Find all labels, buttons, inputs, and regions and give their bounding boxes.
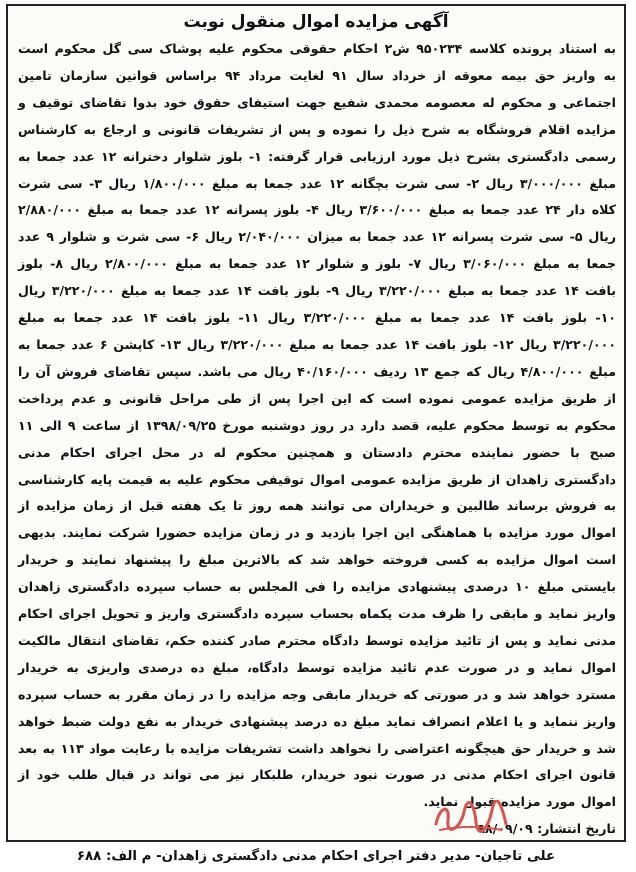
notice-body: به استناد پرونده کلاسه ۹۵۰۲۳۴ ش۲ احکام حقوقی محکوم علیه پوشاک سی گل محکوم است به واریز حق بیمه معوقه از خرداد سال ۹۱ لغایت مرداد ۹۴ براساس قوانین سازمان تامین اجتماعی و محکوم له معصومه محمدی شفیع جهت استیفای حقوق خود بدوا تقاضای توقیف و مزایده اقلام فروشگاه به شرح ذیل را نموده و پس از تشریفات قانونی و ارجاع به کارشناس رسمی دادگستری بشرح ذیل مورد ارزیابی قرار گرفته: ۱- بلوز شلوار دخترانه ۱۲ عدد جمعا به مبلغ ۳/۰۰۰/۰۰۰ ریال ۲- سی شرت بچگانه ۱۲ عدد جمعا به مبلغ ۱/۸۰۰/۰۰۰ ریال ۳- سی شرت کلاه دار ۲۴ عدد جمعا به مبلغ ۳/۶۰۰/۰۰۰ ریال ۴- بلوز پسرانه ۱۲ عدد جمعا به مبلغ ۲/۸۸۰/۰۰۰ ریال ۵- سی شرت پسرانه ۱۲ عدد جمعا به میزان ۲/۰۴۰/۰۰۰ ریال ۶- سی شرت و شلوار ۹ عدد جمعا به مبلغ ۳/۰۶۰/۰۰۰ ریال ۷- بلوز و شلوار ۱۲ عدد جمعا به مبلغ ۲/۸۰۰/۰۰۰ ریال ۸- بلوز بافت ۱۴ عدد جمعا به مبلغ ۳/۲۲۰/۰۰۰ ریال ۹- بلوز بافت ۱۴ عدد جمعا به مبلغ ۳/۲۲۰/۰۰۰ ریال ۱۰- بلوز بافت ۱۴ عدد جمعا به مبلغ ۳/۲۲۰/۰۰۰ ریال ۱۱- بلوز بافت ۱۴ عدد جمعا به مبلغ ۳/۲۲۰/۰۰۰ ریال ۱۲- بلوز بافت ۱۴ عدد جمعا به مبلغ ۳/۲۲۰/۰۰۰ ریال ۱۳- کاپشن ۶ عدد جمعا به مبلغ ۴/۸۰۰/۰۰۰ ریال که جمع ۱۳ ردیف ۴۰/۱۶۰/۰۰۰ ریال می باشد. سپس تقاضای فروش آن را از طریق مزایده عمومی نموده است که این اجرا پس از طی مراحل قانونی و عدم پرداخت محکوم به توسط محکوم علیه، قصد دارد در روز دوشنبه مورخ ۱۳۹۸/۰۹/۲۵ از ساعت ۹ الی ۱۱ صبح با حضور نماینده محترم دادستان و همچنین محکوم له در محل اجرای احکام مدنی دادگستری زاهدان از طریق مزایده عمومی اموال توقیفی محکوم علیه به قیمت پایه کارشناسی به فروش برساند طالبین و خریداران می توانند همه روز تا یک هفته قبل از زمان مزایده از اموال مورد مزایده با هماهنگی این اجرا بازدید و در زمان مزایده حضورا شرکت نمایند. بدیهی است اموال مزایده به کسی فروخته خواهد شد که بالاترین مبلغ را پیشنهاد نمایند و خریدار بایستی مبلغ ۱۰ درصدی پیشنهادی مزایده را فی المجلس به حساب سپرده دادگستری زاهدان واریز نماید و مابقی را ظرف مدت یکماه بحساب سپرده دادگستری واریز و تحویل اجرای احکام مدنی نماید و پس از تائید مزایده توسط دادگاه محترم صادر کننده حکم، تقاضای انتقال مالکیت اموال نماید و در صورت عدم تائید مزایده توسط دادگاه، مبلغ ده درصدی واریزی به خریدار مسترد خواهد شد و در صورتی که خریدار مابقی وجه مزایده را در زمان مقرر به حساب سپرده واریز ننماید و یا اعلام انصراف نماید مبلغ ده درصد پیشنهادی خریدار به نفع دولت ضبط خواهد شد و خریدار حق هیچگونه اعتراضی را نخواهد داشت تشریفات مزایده با رعایت مواد ۱۱۳ به بعد قانون اجرای احکام مدنی در صورت نبود خریدار، طلبکار نیز می تواند در قبال طلب خود از اموال مورد مزایده قبول نماید. [18,41,617,810]
publish-date: تاریخ انتشار: ۹۸/۰۹/۰۹ [477,821,616,837]
notice-title: آگهی مزایده اموال منقول نوبت [183,12,449,32]
signature-line: علی تاجیان- مدیر دفتر اجرای احکام مدنی دادگستری زاهدان- م الف: ۶۸۸ [76,849,556,865]
auction-notice [6,4,626,865]
handwritten-stamp-icon [430,800,512,834]
